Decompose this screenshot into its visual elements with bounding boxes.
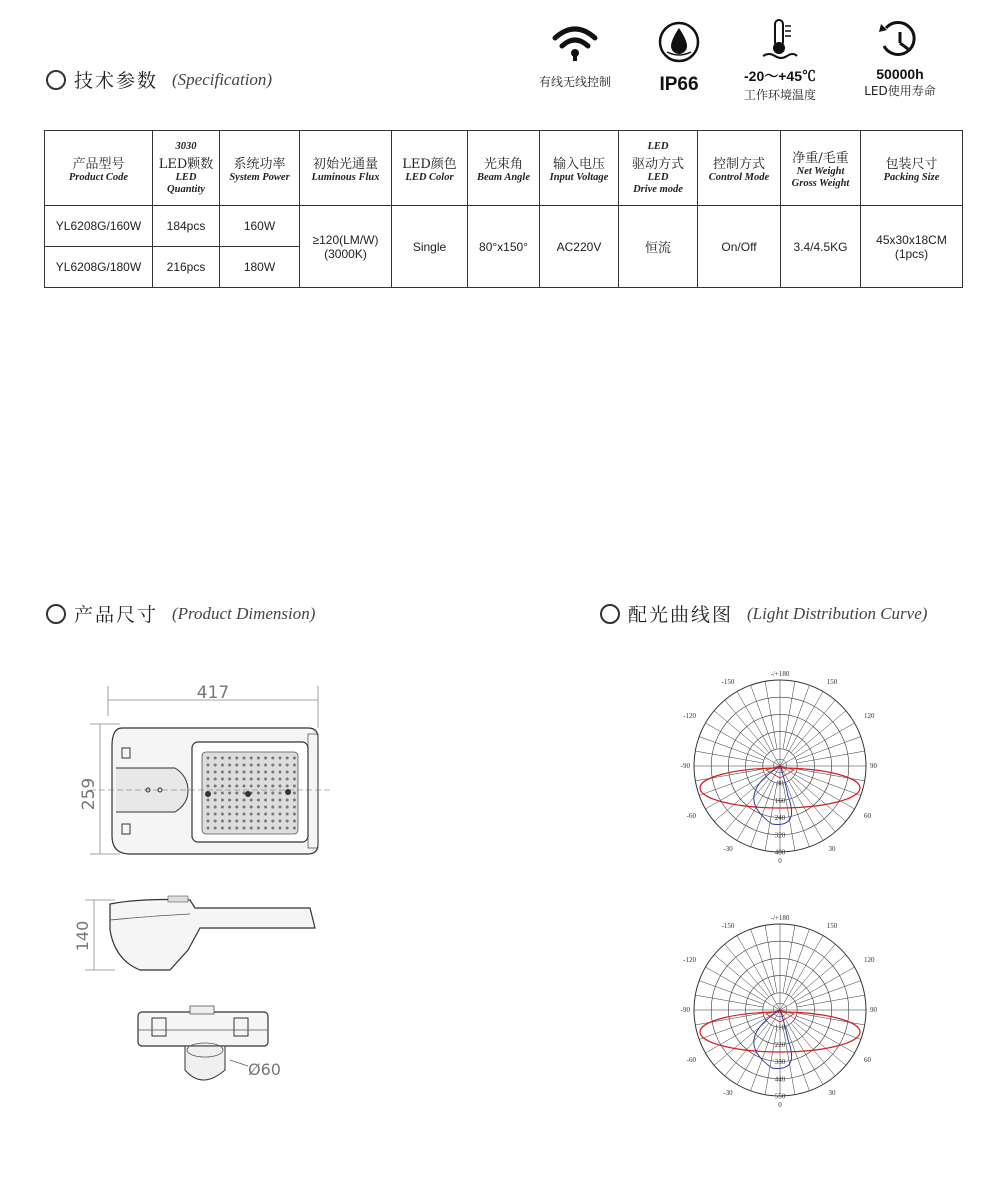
cell-color: Single [392,206,468,288]
feature-wireless [525,18,625,90]
angle-label: -30 [723,845,733,853]
curve-title-cn: 配光曲线图 [628,604,734,626]
feature-lifespan-value: 50000h [876,66,924,82]
bottom-view-drawing [130,1000,330,1095]
radial-label: 330 [774,1058,786,1067]
radial-label: 80 [776,779,784,788]
cell-flux: ≥120(LM/W) (3000K) [300,206,392,288]
header-led-quantity: 3030 LED颗数 LED Quantity [153,131,220,206]
thermometer-icon [725,18,835,62]
radial-label: 440 [774,1075,786,1084]
spec-title-en: (Specification) [172,69,273,89]
cell-beam: 80°x150° [468,206,540,288]
angle-label: 30 [828,1089,836,1097]
feature-icons [525,18,955,103]
header-control-mode: 控制方式 Control Mode [698,131,781,206]
angle-label: -30 [723,1089,733,1097]
side-view-drawing [60,890,330,980]
cell-code: YL6208G/160W [45,206,153,247]
curve-title-en: (Light Distribution Curve) [747,603,928,623]
angle-label: -120 [683,956,696,964]
angle-label: -60 [686,812,696,820]
table-header-row [45,131,963,206]
header-beam-angle: 光束角 Beam Angle [468,131,540,206]
feature-temperature-value: -20～+45℃ [744,68,816,84]
feature-lifespan [845,18,955,99]
dimension-title-en: (Product Dimension) [172,603,316,623]
spec-table [44,130,963,288]
radial-label: 550 [774,1092,786,1101]
cell-voltage: AC220V [540,206,619,288]
angle-label: -150 [721,678,735,686]
radial-label: 320 [774,831,786,840]
angle-label: 90 [870,762,877,770]
header-drive-mode: LED 驱动方式 LED Drive mode [619,131,698,206]
angle-label: 150 [826,678,838,686]
feature-ip66-value: IP66 [659,74,699,95]
width-dimension: 417 [196,683,230,703]
pole-diameter: Ø60 [248,1060,281,1079]
angle-label: 120 [864,956,875,964]
feature-temperature-label: 工作环境温度 [743,88,816,102]
header-input-voltage: 输入电压 Input Voltage [540,131,619,206]
angle-label: -120 [683,712,696,720]
angle-label: 150 [826,922,838,930]
angle-label: -60 [686,1056,696,1064]
angle-label: -/+180 [770,670,790,678]
radial-label: 400 [774,848,786,857]
angle-label: 0 [778,1101,782,1109]
angle-label: 90 [870,1006,877,1014]
dimension-title-cn: 产品尺寸 [74,604,159,626]
circle-bullet-icon [600,604,620,624]
angle-label: 120 [864,712,875,720]
header-weight: 净重/毛重 Net Weight Gross Weight [781,131,861,206]
feature-temperature [725,18,835,103]
angle-label: -90 [680,762,690,770]
angle-label: -90 [680,1006,690,1014]
cell-qty: 216pcs [153,247,220,288]
cell-weight: 3.4/4.5KG [781,206,861,288]
header-packing-size: 包装尺寸 Packing Size [861,131,963,206]
cell-qty: 184pcs [153,206,220,247]
angle-label: -150 [721,922,735,930]
angle-label: 0 [778,857,782,865]
feature-ip66 [637,18,721,96]
cell-control: On/Off [698,206,781,288]
cell-drive: 恒流 [619,206,698,288]
radial-label: 220 [774,1040,786,1049]
radial-label: 240 [774,814,786,823]
circle-bullet-icon [46,70,66,90]
angle-label: -/+180 [770,914,790,922]
polar-chart-1 [670,662,890,872]
spec-title-cn: 技术参数 [74,70,159,92]
cell-power: 160W [220,206,300,247]
angle-label: 60 [864,1056,871,1064]
height-dimension: 259 [79,777,99,811]
polar-chart-2 [670,906,890,1116]
cell-packing: 45x30x18CM (1pcs) [861,206,963,288]
depth-dimension: 140 [73,920,92,952]
feature-wireless-label: 有线无线控制 [538,75,611,89]
circle-bullet-icon [46,604,66,624]
header-product-code: 产品型号 Product Code [45,131,153,206]
header-led-color: LED颜色 LED Color [392,131,468,206]
spec-section-title [46,66,272,93]
cell-code: YL6208G/180W [45,247,153,288]
dimension-section-title [46,600,315,627]
radial-label: 160 [774,796,786,805]
feature-lifespan-label: LED使用寿命 [864,84,936,98]
water-drop-icon [637,18,721,66]
top-view-drawing [60,676,350,866]
clock-icon [845,18,955,62]
header-luminous-flux: 初始光通量 Luminous Flux [300,131,392,206]
angle-label: 30 [828,845,836,853]
radial-label: 110 [774,1023,786,1032]
table-row [45,206,963,247]
angle-label: 60 [864,812,871,820]
wifi-icon [525,18,625,66]
header-system-power: 系统功率 System Power [220,131,300,206]
cell-power: 180W [220,247,300,288]
curve-section-title [600,600,927,627]
